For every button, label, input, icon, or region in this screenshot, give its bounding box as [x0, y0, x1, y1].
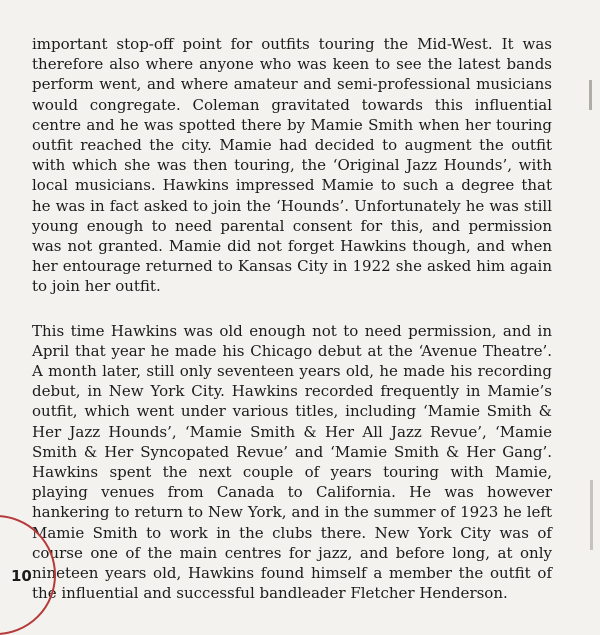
paragraph-1: important stop-off point for outfits touring the Mid-West. It was therefore also where anyone who was keen to see the latest bands perform went, and where amateur and semi-professional musicians would congregate. Coleman gravitated towards this influential centre and he was spotted there by Mamie Smith when her touring outfit reached the city. Mamie had decided to augment the outfit with which she was then touring, the ‘Original Jazz Hounds’, with local musicians. Hawkins impressed Mamie to such a degree that he was in fact asked to join the ‘Hounds’. Unfortunately he was still young enough to need parental consent for this, and permission was not granted. Mamie did not forget Hawkins though, and when her entourage returned to Kansas City in 1922 she asked him again to join her outfit.	[32, 35, 552, 296]
page-number: 10	[11, 567, 32, 585]
edge-mark	[589, 80, 592, 110]
paragraph-2: This time Hawkins was old enough not to need permission, and in April that year he made his Chicago debut at the ‘Avenue Theatre’. A month later, still only seventeen years old, he made his recording debut, in New York City. Hawkins recorded frequently in Mamie’s outfit, which went under various titles, including ‘Mamie Smith & Her Jazz Hounds’, ‘Mamie Smith & Her All Jazz Revue’, ‘Mamie Smith & Her Syncopated Revue’ and ‘Mamie Smith & Her Gang’. Hawkins spent the next couple of years touring with Mamie, playing venues from Canada to California. He was however hankering to return to New York, and in the summer of 1923 he left Mamie Smith to work in the clubs there. New York City was of course one of the main centres for jazz, and before long, at only nineteen years old, Hawkins found himself a member the outfit of the influential and successful bandleader Fletcher Henderson.	[32, 321, 552, 603]
body-text	[32, 34, 552, 603]
edge-mark	[590, 480, 593, 550]
